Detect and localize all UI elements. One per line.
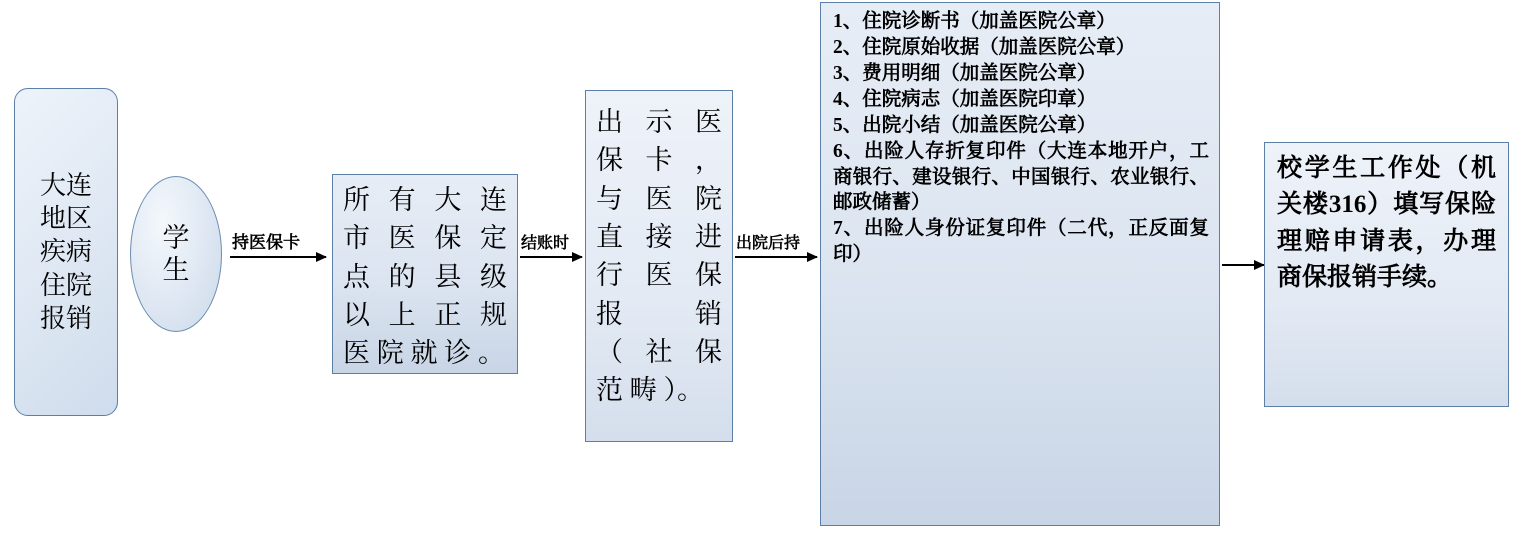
arrow-label-2: 结账时 <box>521 235 570 252</box>
node-start-text <box>15 89 117 415</box>
node-settlement-line-5: 报 销 <box>596 298 722 329</box>
node-start-line-1: 地区 <box>39 204 92 234</box>
node-settlement-line-3: 直 接 进 <box>596 221 722 252</box>
node-settlement <box>585 90 733 442</box>
node-student-line-0: 学 <box>162 222 190 253</box>
node-hospital-choice-line-1: 市 医 保 定 <box>343 223 507 254</box>
node-hospital-choice <box>332 174 518 374</box>
node-start-line-0: 大连 <box>39 170 92 200</box>
node-student <box>130 176 222 332</box>
node-settlement-line-0: 出 示 医 <box>596 107 722 137</box>
node-student-text <box>163 222 190 287</box>
node-settlement-line-2: 与 医 院 <box>596 183 722 214</box>
arrow-documents-to-final <box>1222 264 1264 266</box>
node-hospital-choice-line-4: 医 院 就 诊 。 <box>343 338 505 369</box>
node-start <box>14 88 118 416</box>
arrow-settlement-to-documents <box>735 256 817 258</box>
arrow-label-3: 出院后持 <box>736 235 801 252</box>
node-final <box>1264 142 1509 407</box>
node-settlement-line-7: 范 畴 ）。 <box>596 375 704 406</box>
node-documents <box>820 2 1220 526</box>
node-hospital-choice-line-2: 点 的 县 级 <box>343 261 507 292</box>
node-documents-item-4: 5、出院小结（加盖医院公章） <box>833 114 1097 136</box>
arrow-label-1: 持医保卡 <box>232 233 300 252</box>
node-hospital-choice-line-3: 以 上 正 规 <box>343 299 507 330</box>
node-documents-item-2: 3、费用明细（加盖医院公章） <box>833 62 1097 84</box>
arrow-student-to-hospital <box>230 256 326 258</box>
node-start-line-3: 住院 <box>39 270 92 300</box>
node-documents-item-5: 6、出险人存折复印件（大连本地开户，工商银行、建设银行、中国银行、农业银行、邮政储蓄） <box>833 140 1209 214</box>
node-settlement-line-1: 保 卡 ， <box>596 145 722 176</box>
node-final-text: 校学生工作处（机关楼316）填写保险理赔申请表，办理商保报销手续。 <box>1277 155 1496 291</box>
node-settlement-line-6: （ 社 保 <box>596 336 722 367</box>
node-documents-item-6: 7、出险人身份证复印件（二代，正反面复印） <box>833 218 1209 266</box>
node-start-line-2: 疾病 <box>39 237 92 267</box>
node-documents-item-1: 2、住院原始收据（加盖医院公章） <box>833 36 1136 58</box>
node-student-line-1: 生 <box>162 255 190 285</box>
node-settlement-line-4: 行 医 保 <box>596 260 722 291</box>
node-hospital-choice-line-0: 所 有 大 连 <box>343 185 507 215</box>
node-documents-item-0: 1、住院诊断书（加盖医院公章） <box>833 11 1116 32</box>
node-start-line-4: 报销 <box>39 303 92 333</box>
node-documents-item-3: 4、住院病志（加盖医院印章） <box>833 88 1097 110</box>
arrow-hospital-to-settlement <box>520 256 582 258</box>
